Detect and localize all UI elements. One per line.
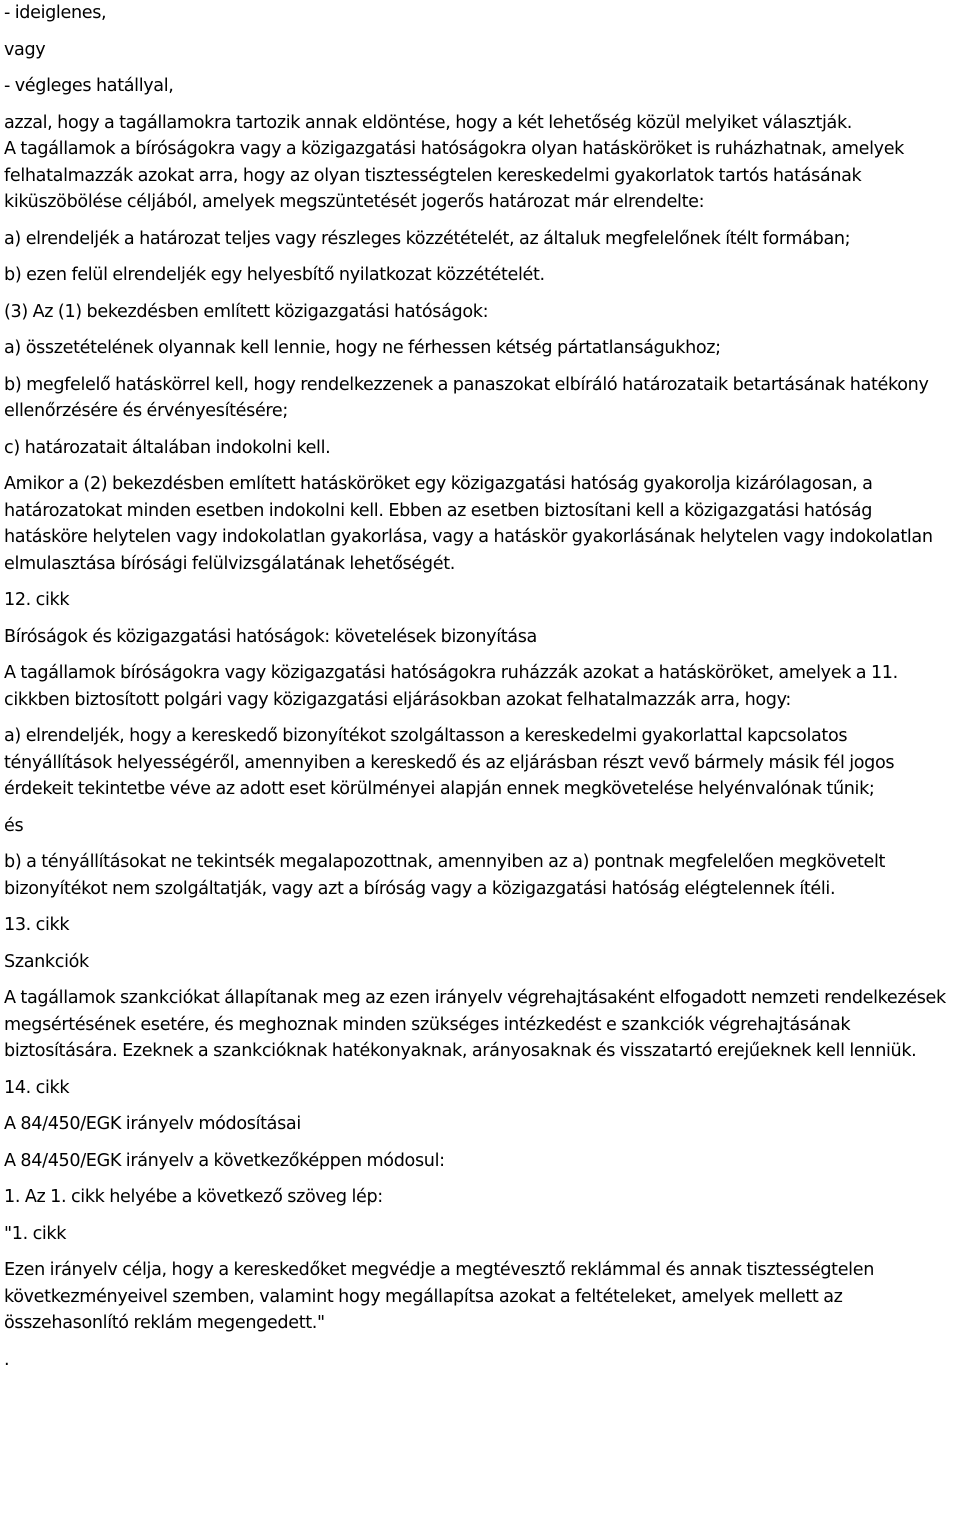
paragraph-8: (3) Az (1) bekezdésben említett közigazgatási hatóságok: — [4, 301, 489, 322]
paragraph-15: A tagállamok bíróságokra vagy közigazgatási hatóságokra ruházzák azokat a hatásköröket, amelyek a 11. cikkben biztosított polgári vagy közigazgatási eljárásokban azokat felhatalmazzák arra, hogy: — [4, 663, 898, 710]
trailing-period: . — [4, 1349, 10, 1370]
paragraph-5: A tagállamok a bíróságokra vagy a közigazgatási hatóságokra olyan hatásköröket is ruházhatnak, amelyek felhatalmazzák azokat arra, hogy az olyan tisztességtelen kereskedelmi gyakorlatok tartós hatásának kiküszöbölése céljából, amelyek megszüntetését jogerős határozat már elrendelte: — [4, 139, 905, 212]
paragraph-7: b) ezen felül elrendeljék egy helyesbítő nyilatkozat közzétételét. — [4, 265, 545, 285]
paragraph-27: Ezen irányelv célja, hogy a kereskedőket megvédje a megtévesztő reklámmal és annak tisztességtelen következményeivel szemben, valamint hogy megállapítsa azokat a feltételeket, amelyek mellett az összehasonlító reklám megengedett." — [4, 1260, 874, 1333]
paragraph-6: a) elrendeljék a határozat teljes vagy részleges közzétételét, az általuk megfelelőnek ítélt formában; — [4, 228, 851, 249]
paragraph-12: Amikor a (2) bekezdésben említett hatásköröket egy közigazgatási hatóság gyakorolja kizárólagosan, a határozatokat minden esetben indokolni kell. Ebben az esetben biztosítani kell a közigazgatási hatóság hatásköre helytelen vagy indokolatlan gyakorlása, vagy a hatáskör gyakorlásának helytelen vagy indokolatlan elmulasztása bírósági felülvizsgálatának lehetőségét. — [4, 474, 933, 574]
paragraph-10: b) megfelelő hatáskörrel kell, hogy rendelkezzenek a panaszokat elbíráló határozataik betartásának hatékony ellenőrzésére és érvényesítésére; — [4, 374, 929, 421]
article-title-12: Bíróságok és közigazgatási hatóságok: követelések bizonyítása — [4, 626, 537, 647]
article-heading-14: 14. cikk — [4, 1077, 70, 1098]
article-heading-12: 12. cikk — [4, 590, 70, 610]
paragraph-9: a) összetételének olyannak kell lennie, hogy ne férhessen kétség pártatlanságukhoz; — [4, 338, 721, 358]
quoted-article-heading: "1. cikk — [4, 1223, 67, 1244]
article-title-13: Szankciók — [4, 951, 89, 972]
paragraph-21: A tagállamok szankciókat állapítanak meg az ezen irányelv végrehajtásaként elfogadott nemzeti rendelkezések megsértésének esetére, és meghoznak minden szükséges intézkedést e szankciók végrehajtásának biztosítására. Ezeknek a szankcióknak hatékonyaknak, arányosaknak és visszatartó erejűeknek kell lenniük. — [4, 988, 946, 1061]
article-heading-13: 13. cikk — [4, 915, 70, 935]
paragraph-11: c) határozatait általában indokolni kell. — [4, 437, 331, 458]
paragraph-4: azzal, hogy a tagállamokra tartozik annak eldöntése, hogy a két lehetőség közül melyiket választják. — [4, 112, 853, 133]
paragraph-2: vagy — [4, 39, 46, 60]
document-body — [4, 0, 956, 1373]
paragraph-18: b) a tényállításokat ne tekintsék megalapozottnak, amennyiben az a) pontnak megfelelően megkövetelt bizonyítékot nem szolgáltatják, vagy azt a bíróság vagy a közigazgatási hatóság elégtelennek ítéli. — [4, 852, 886, 899]
paragraph-24: A 84/450/EGK irányelv a következőképpen módosul: — [4, 1150, 445, 1171]
article-title-14: A 84/450/EGK irányelv módosításai — [4, 1114, 301, 1134]
paragraph-17: és — [4, 815, 24, 836]
paragraph-16: a) elrendeljék, hogy a kereskedő bizonyítékot szolgáltasson a kereskedelmi gyakorlattal kapcsolatos tényállítások helyességéről, amennyiben a kereskedő és az eljárásban részt vevő bármely másik fél jogos érdekeit tekintetbe véve az adott eset körülményei alapján ennek megkövetelése helyénvalónak tűnik; — [4, 726, 895, 799]
paragraph-25: 1. Az 1. cikk helyébe a következő szöveg lép: — [4, 1187, 383, 1207]
paragraph-3: - végleges hatállyal, — [4, 76, 174, 96]
paragraph-1: - ideiglenes, — [4, 3, 107, 23]
